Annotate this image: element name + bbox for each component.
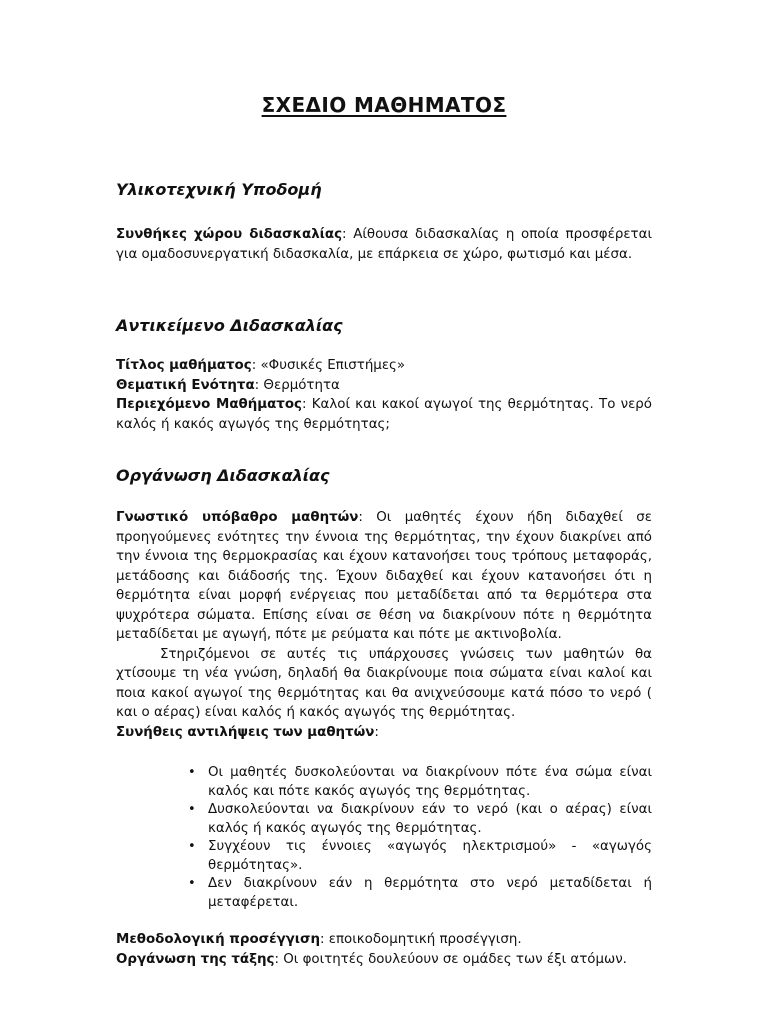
label-misconceptions: Συνήθεις αντιλήψεις των μαθητών	[116, 724, 375, 740]
text-lesson-title: : «Φυσικές Επιστήμες»	[251, 358, 406, 373]
paragraph-continuation: Στηριζόμενοι σε αυτές τις υπάρχουσες γνώσεις των μαθητών θα χτίσουμε τη νέα γνώση, δηλαδή θα διακρίνουμε ποια σώματα είναι καλοί και ποια κακοί αγωγοί της θερμότητας και θα ανιχνεύσουμε κατά πόσο το νερό ( και ο αέρας) είναι καλός ή κακός αγωγός της θερμότητας.	[116, 646, 652, 720]
label-class-org: Οργάνωση της τάξης	[116, 951, 275, 967]
heading-subject: Αντικείμενο Διδασκαλίας	[116, 316, 343, 335]
label-conditions: Συνθήκες χώρου διδασκαλίας	[116, 227, 343, 242]
bullet-icon: •	[188, 839, 196, 854]
text-background: : Οι μαθητές έχουν ήδη διδαχθεί σε προηγούμενες ενότητες την έννοια της θερμότητας, την έχουν διακρίνει από την έννοια της θερμοκρασίας και έχουν κατανοήσει τους τρόπους μεταφοράς, μετάδοσης και διάδοσής της. Έχουν διδαχθεί και έχουν κατανοήσει ότι η θερμότητα είναι μορφή ενέργειας που μεταδίδεται από τα θερμότερα στα ψυχρότερα σώματα. Επίσης είναι σε θέση να διακρίνουν πότε η θερμότητα μεταδίδεται με αγωγή, πότε με ρεύματα και πότε με ακτινοβολία.	[116, 510, 652, 642]
text-method: : εποικοδομητική προσέγγιση.	[319, 932, 522, 947]
line-method	[116, 930, 652, 950]
text-misconceptions-colon: :	[374, 724, 379, 740]
misconceptions-list	[116, 764, 652, 912]
list-item	[116, 838, 652, 875]
text-class-org: : Οι φοιτητές δουλεύουν σε ομάδες των έξι ατόμων.	[274, 951, 627, 967]
paragraph-subject	[116, 356, 652, 434]
line-unit	[116, 376, 652, 396]
bullet-icon: •	[188, 802, 196, 817]
line-lesson-title	[116, 356, 652, 376]
heading-infrastructure: Υλικοτεχνική Υποδομή	[116, 180, 322, 199]
bullet-icon: •	[188, 876, 196, 891]
line-content	[116, 395, 652, 434]
paragraph-methodology	[116, 930, 652, 969]
list-item-text: Συγχέουν τις έννοιες «αγωγός ηλεκτρισμού» - «αγωγός θερμότητας».	[208, 839, 652, 873]
line-class-org	[116, 950, 652, 970]
list-item	[116, 764, 652, 801]
paragraph-background	[116, 508, 652, 742]
label-lesson-title: Τίτλος μαθήματος	[116, 358, 252, 373]
text-unit: : Θερμότητα	[254, 377, 340, 393]
list-item-text: Δυσκολεύονται να διακρίνουν εάν το νερό (και ο αέρας) είναι καλός ή κακός αγωγός της θερμότητας.	[208, 802, 652, 836]
label-method: Μεθοδολογική προσέγγιση	[116, 932, 320, 947]
label-background: Γνωστικό υπόβαθρο μαθητών	[116, 510, 359, 525]
list-item-text: Οι μαθητές δυσκολεύονται να διακρίνουν πότε ένα σώμα είναι καλός και πότε κακός αγωγός της θερμότητας.	[208, 765, 652, 799]
line-misconceptions	[116, 723, 652, 743]
paragraph-conditions	[116, 225, 652, 264]
heading-organization: Οργάνωση Διδασκαλίας	[116, 466, 330, 485]
label-content: Περιεχόμενο Μαθήματος	[116, 397, 302, 412]
page-title: ΣΧΕΔΙΟ ΜΑΘΗΜΑΤΟΣ	[261, 93, 507, 117]
text-conditions: : Αίθουσα διδασκαλίας η οποία προσφέρεται για ομαδοσυνεργατική διδασκαλία, με επάρκεια σε χώρο, φωτισμό και μέσα.	[116, 227, 652, 262]
bullet-icon: •	[188, 765, 196, 780]
list-item	[116, 801, 652, 838]
list-item-text: Δεν διακρίνουν εάν η θερμότητα στο νερό μεταδίδεται ή μεταφέρεται.	[208, 876, 652, 910]
text-content: : Καλοί και κακοί αγωγοί της θερμότητας. Το νερό καλός ή κακός αγωγός της θερμότητας;	[116, 397, 652, 432]
label-unit: Θεματική Ενότητα	[116, 377, 255, 393]
list-item	[116, 875, 652, 912]
